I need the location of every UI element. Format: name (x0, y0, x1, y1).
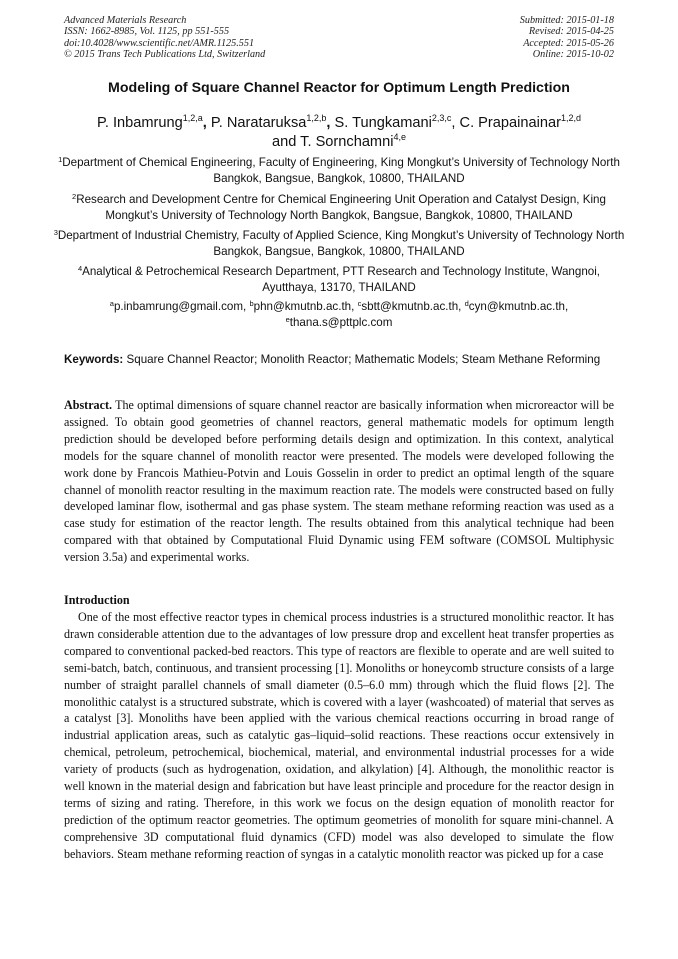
submission-dates (394, 15, 614, 61)
author-name: S. Tungkamani (334, 115, 432, 131)
email-link[interactable]: phn@kmutnb.ac.th, (253, 300, 355, 313)
submitted-date: Submitted: 2015-01-18 (519, 15, 614, 26)
affiliation-4 (50, 264, 628, 295)
revised-date: Revised: 2015-04-25 (528, 26, 614, 38)
author-separator: , (326, 115, 331, 131)
email-sup: b (249, 299, 254, 308)
email-link[interactable]: p.inbamrung@gmail.com, (113, 300, 247, 313)
author-name: P. Inbamrung (97, 115, 183, 131)
email-link[interactable]: thana.s@pttplc.com (289, 315, 393, 329)
journal-info (64, 15, 364, 61)
affiliation-3 (50, 228, 628, 259)
keywords-section (64, 352, 614, 368)
author-name: T. Sornchamni (300, 134, 394, 150)
author-affil-sup: 4,e (393, 132, 406, 142)
paper-title: Modeling of Square Channel Reactor for Optimum Length Prediction (108, 80, 570, 96)
author-list (40, 114, 638, 152)
copyright-line: © 2015 Trans Tech Publications Ltd, Switzerland (64, 49, 266, 61)
keywords-label: Keywords: (64, 353, 124, 366)
affiliation-text: Research and Development Centre for Chemical Engineering Unit Operation and Catalyst Design, King Mongkut’s University of Technology North Bangkok, Bangsue, Bangkok, 10800, THAILAND (76, 193, 606, 222)
introduction-text: One of the most effective reactor types in chemical process industries is a structured monolithic reactor. It has drawn considerable attention due to the advantages of low pressure drop and excellent heat transfer properties as compared to conventional packed-bed reactors. This type of reactors are flexible to operate and are well suited to semi-batch, batch, continuous, and transient processing [1]. Monoliths or honeycomb structure consists of a large number of straight parallel channels of small diameter (0.5–6.0 mm) through which the fluid flows [2]. The monolithic catalyst is a structured substrate, which is covered with a layer (washcoated) of material that serves as a catalyst [3]. Monoliths have been applied with the various chemical reactions occurring in broad range of industrial application areas, such as catalytic gas–liquid–solid reactions. These reactions occur extensively in chemical, petroleum, petrochemical, biochemical, material, and environmental industrial processes for a wide variety of products (such as hydrogenation, oxidation, and alkylation) [4]. Although, the monolithic reactor is well known in the material design and fabrication but have least principle and procedure for the reactor design in terms of sizing and rating. Therefore, in this work we focus on the design equation of monolith reactor for prediction of the optimum reactor geometries. The optimum geometries of monolith for square mini-channel. A comprehensive 3D computational fluid dynamics (CFD) model was also developed to simulate the flow behaviors. Steam methane reforming reaction of syngas in a catalytic monolith reactor was picked up for a case (64, 610, 614, 861)
affiliation-sup: 3 (53, 228, 58, 237)
affiliation-1 (50, 155, 628, 186)
affiliation-sup: 2 (72, 192, 77, 201)
author-separator: , (451, 115, 456, 131)
author-affil-sup: 1,2,b (306, 113, 327, 123)
affiliation-text: Analytical & Petrochemical Research Department, PTT Research and Technology Institute, Wangnoi, Ayutthaya, 13170, THAILAND (82, 265, 601, 294)
email-sup: c (357, 299, 362, 308)
online-date: Online: 2015-10-02 (532, 49, 614, 61)
abstract-text: The optimal dimensions of square channel reactor are basically information when microreactor will be assigned. To obtain good geometries of channel reactors, general mathematic models for optimum length prediction should be developed before performing details design and optimization. In this context, analytical models for the square channel of monolith reactor were presented. The models were developed following the work done by Francois Mathieu-Potvin and Louis Gosselin in order to predict an optimal length of the square channel of monolith reactor resulting in the maximum reaction rate. The models were constructed based on fully developed laminar flow, isothermal and gas phase system. The steam methane reforming reaction was used as a case study for estimation of the reactor length. The results obtained from this analytical technique had been compared with that obtained by Computational Fluid Dynamic using FEM software (COMSOL Multiphysic version 3.5a) and experimental works. (64, 398, 614, 565)
author-name: P. Narataruksa (210, 115, 307, 131)
author-separator: , (202, 115, 207, 131)
affiliation-2 (50, 192, 628, 223)
author-affil-sup: 1,2,d (560, 113, 581, 123)
abstract-section (64, 397, 614, 566)
email-link[interactable]: cyn@kmutnb.ac.th, (468, 300, 569, 313)
journal-name: Advanced Materials Research (64, 15, 187, 26)
author-separator: and (272, 134, 297, 150)
affiliation-text: Department of Industrial Chemistry, Faculty of Applied Science, King Mongkut’s University of Technology North Bangkok, Bangsue, Bangkok, 10800, THAILAND (57, 229, 625, 258)
author-affil-sup: 2,3,c (431, 113, 452, 123)
issn-line: ISSN: 1662-8985, Vol. 1125, pp 551-555 (64, 26, 230, 38)
author-affil-sup: 1,2,a (182, 113, 203, 123)
introduction-heading: Introduction (64, 593, 130, 607)
author-name: C. Prapainainar (459, 115, 561, 131)
email-sup: e (285, 314, 290, 324)
email-link[interactable]: sbtt@kmutnb.ac.th, (361, 300, 462, 313)
affiliation-sup: 1 (58, 155, 63, 164)
doi-line: doi:10.4028/www.scientific.net/AMR.1125.551 (64, 37, 255, 49)
email-sup: d (464, 299, 469, 308)
accepted-date: Accepted: 2015-05-26 (523, 37, 614, 49)
email-list (80, 299, 598, 330)
email-sup: a (109, 299, 114, 308)
abstract-label: Abstract. (64, 398, 113, 412)
affiliation-sup: 4 (77, 264, 83, 273)
keywords-text: Square Channel Reactor; Monolith Reactor; Mathematic Models; Steam Methane Reforming (126, 353, 601, 366)
affiliation-text: Department of Chemical Engineering, Faculty of Engineering, King Mongkut’s University of Technology North Bangkok, Bangsue, Bangkok, 10800, THAILAND (62, 156, 620, 185)
